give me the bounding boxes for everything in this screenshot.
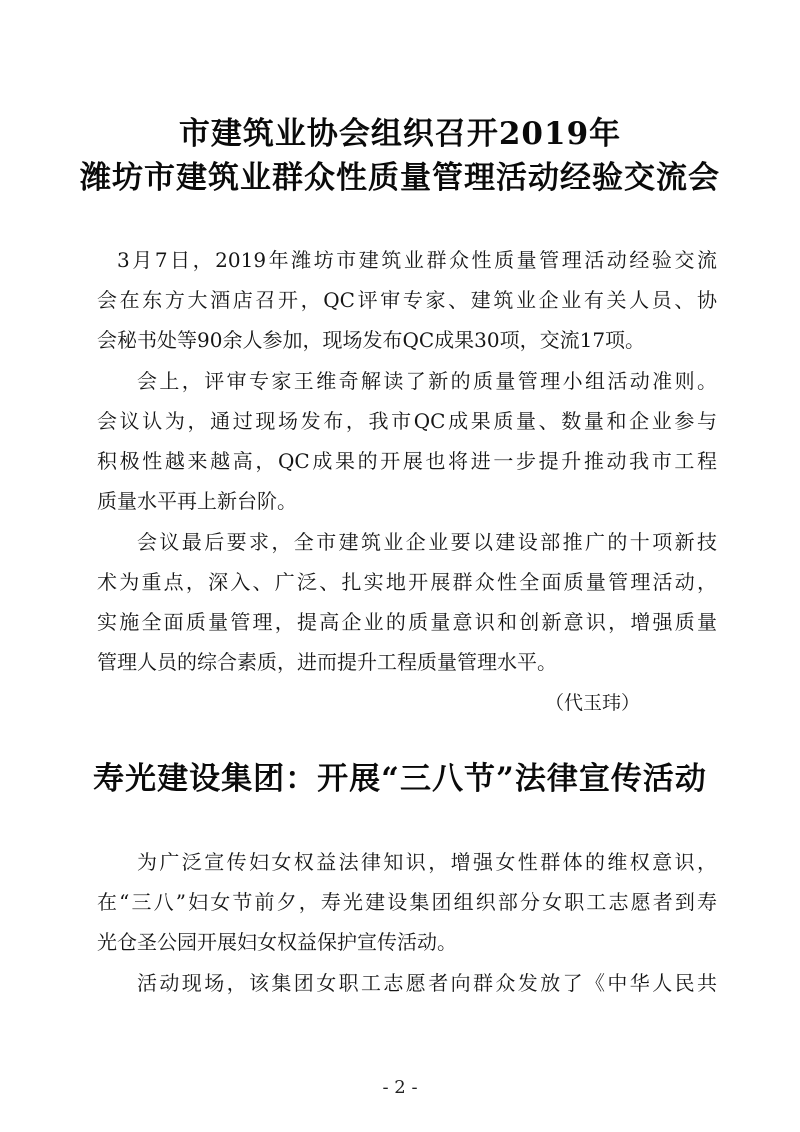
article1-paragraph-line: 会上，评审专家王维奇解读了新的质量管理小组活动准则。 (137, 369, 717, 393)
article1-paragraph-line: 质量水平再上新台阶。 (97, 489, 297, 513)
article2-paragraph-line: 光仓圣公园开展妇女权益保护宣传活动。 (97, 930, 457, 954)
article2-title: 寿光建设集团：开展“三八节”法律宣传活动 (93, 761, 707, 797)
article1-author: （代玉玮） (545, 692, 641, 714)
article1-paragraph-line: 管理人员的综合素质，进而提升工程质量管理水平。 (97, 650, 557, 674)
article2-paragraph-line: 活动现场，该集团女职工志愿者向群众发放了《中华人民共 (137, 971, 717, 995)
article1-title-line2: 潍坊市建筑业群众性质量管理活动经验交流会 (80, 160, 720, 196)
article1-paragraph-line: 积极性越来越高，QC成果的开展也将进一步提升推动我市工程 (97, 449, 717, 473)
article2-paragraph-line: 为广泛宣传妇女权益法律知识，增强女性群体的维权意识， (137, 850, 717, 874)
article1-paragraph-line: 会在东方大酒店召开，QC评审专家、建筑业企业有关人员、协 (97, 288, 717, 312)
article1-paragraph-line: 会秘书处等90余人参加，现场发布QC成果30项，交流17项。 (97, 328, 646, 352)
article1-paragraph-line: 3月7日，2019年潍坊市建筑业群众性质量管理活动经验交流 (117, 248, 717, 272)
page-number: - 2 - (382, 1077, 418, 1098)
article1-paragraph-line: 会议认为，通过现场发布，我市QC成果质量、数量和企业参与 (97, 409, 717, 433)
article1-title-line1: 市建筑业协会组织召开2019年 (178, 116, 622, 152)
article1-paragraph-line: 术为重点，深入、广泛、扎实地开展群众性全面质量管理活动， (97, 570, 717, 594)
article1-paragraph-line: 实施全面质量管理，提高企业的质量意识和创新意识，增强质量 (97, 610, 717, 634)
article2-paragraph-line: 在“三八”妇女节前夕，寿光建设集团组织部分女职工志愿者到寿 (97, 890, 717, 914)
article1-paragraph-line: 会议最后要求，全市建筑业企业要以建设部推广的十项新技 (137, 530, 717, 554)
